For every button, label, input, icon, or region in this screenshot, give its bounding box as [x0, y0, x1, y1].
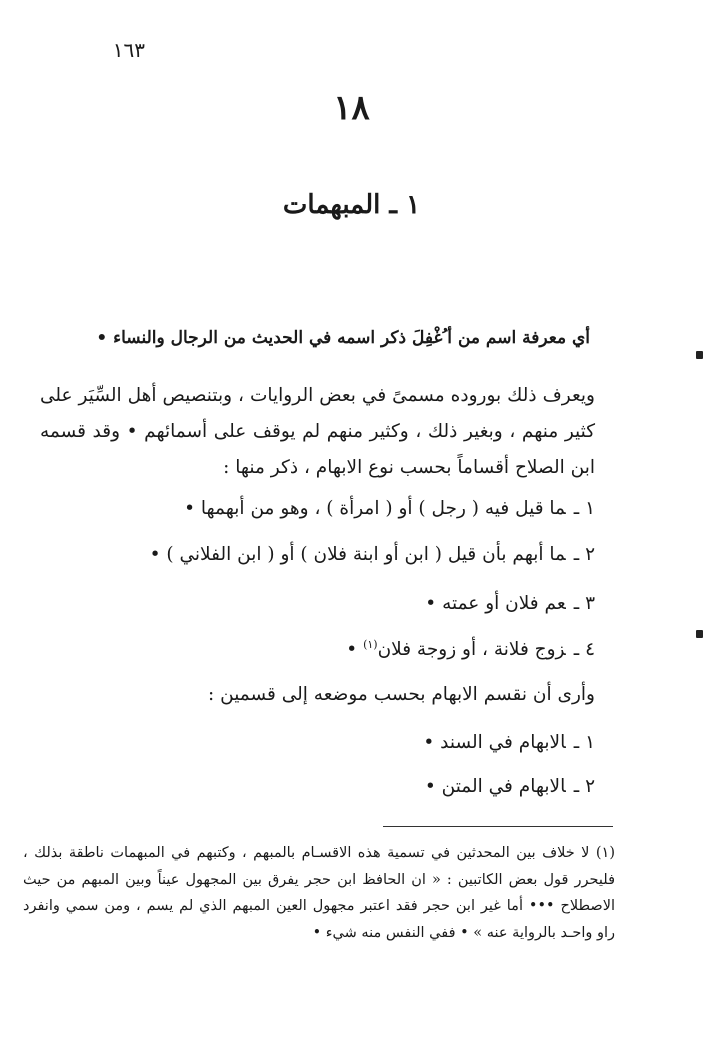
list-item-number: ٣ ـ: [573, 593, 595, 614]
list-item-number: ٤ ـ: [573, 639, 595, 661]
list-item: [55, 593, 595, 614]
chapter-number: ١٨: [333, 88, 370, 128]
list-item-text: عم فلان أو عمته •: [425, 593, 566, 614]
list-item-text: ما قيل فيه ( رجل ) أو ( امرأة ) ، وهو من أبهمها •: [184, 498, 566, 519]
margin-mark: [696, 630, 703, 638]
section-title: ١ ـ المبهمات: [282, 190, 421, 220]
footnote-reference: (١): [363, 638, 378, 651]
paragraph-intro: ويعرف ذلك بوروده مسمىً في بعض الروايات ، وبتنصيص أهل السِّيَر على كثير منهم ، وبغير ذلك ، وكثير منهم لم يوقف على أسمائهم • وقد قسمه ابن الصلاح أقساماً بحسب نوع الابهام ، ذكر منها :: [40, 385, 595, 478]
page-number: ١٦٣: [112, 38, 145, 62]
paragraph-division: وأرى أن نقسم الابهام بحسب موضعه إلى قسمين :: [208, 684, 595, 705]
list-item: [55, 776, 595, 797]
list-item-text: الابهام في المتن •: [424, 776, 566, 797]
list-item-end: •: [346, 639, 364, 661]
list-item: [55, 732, 595, 753]
list-item-number: ١ ـ: [573, 732, 595, 753]
list-item: [55, 544, 595, 565]
list-item-text: ما أبهم بأن قيل ( ابن أو ابنة فلان ) أو ( ابن الفلاني ) •: [149, 544, 566, 565]
footnote-divider: [383, 826, 613, 827]
list-item-number: ١ ـ: [573, 498, 595, 519]
section-subtitle: أي معرفة اسم من أ ُغْفِلَ ذكر اسمه في الحديث من الرجال والنساء •: [96, 328, 590, 348]
footnote: (١) لا خلاف بين المحدثين في تسمية هذه الاقسـام بالمبهم ، وكتبهم في المبهمات ناطقة بذلك ، فليحرر قول بعض الكاتبين : « ان الحافظ ابن حجر يفرق بين المجهول عيناً وبين المبهم من حيث الاصطلاح ••• أما غير ابن حجر فقد اعتبر مجهول العين المبهم الذي لم يسم ، ومن سمي وانفرد راو واحـد بالرواية عنه » • ففي النفس منه شيء •: [23, 845, 615, 941]
margin-mark: [696, 351, 703, 359]
list-item-number: ٢ ـ: [573, 544, 595, 565]
list-item: [55, 638, 595, 660]
list-item: [55, 498, 595, 519]
list-item-text: الابهام في السند •: [423, 732, 566, 753]
list-item-text: زوج فلانة ، أو زوجة فلان: [377, 639, 566, 661]
list-item-number: ٢ ـ: [573, 776, 595, 797]
